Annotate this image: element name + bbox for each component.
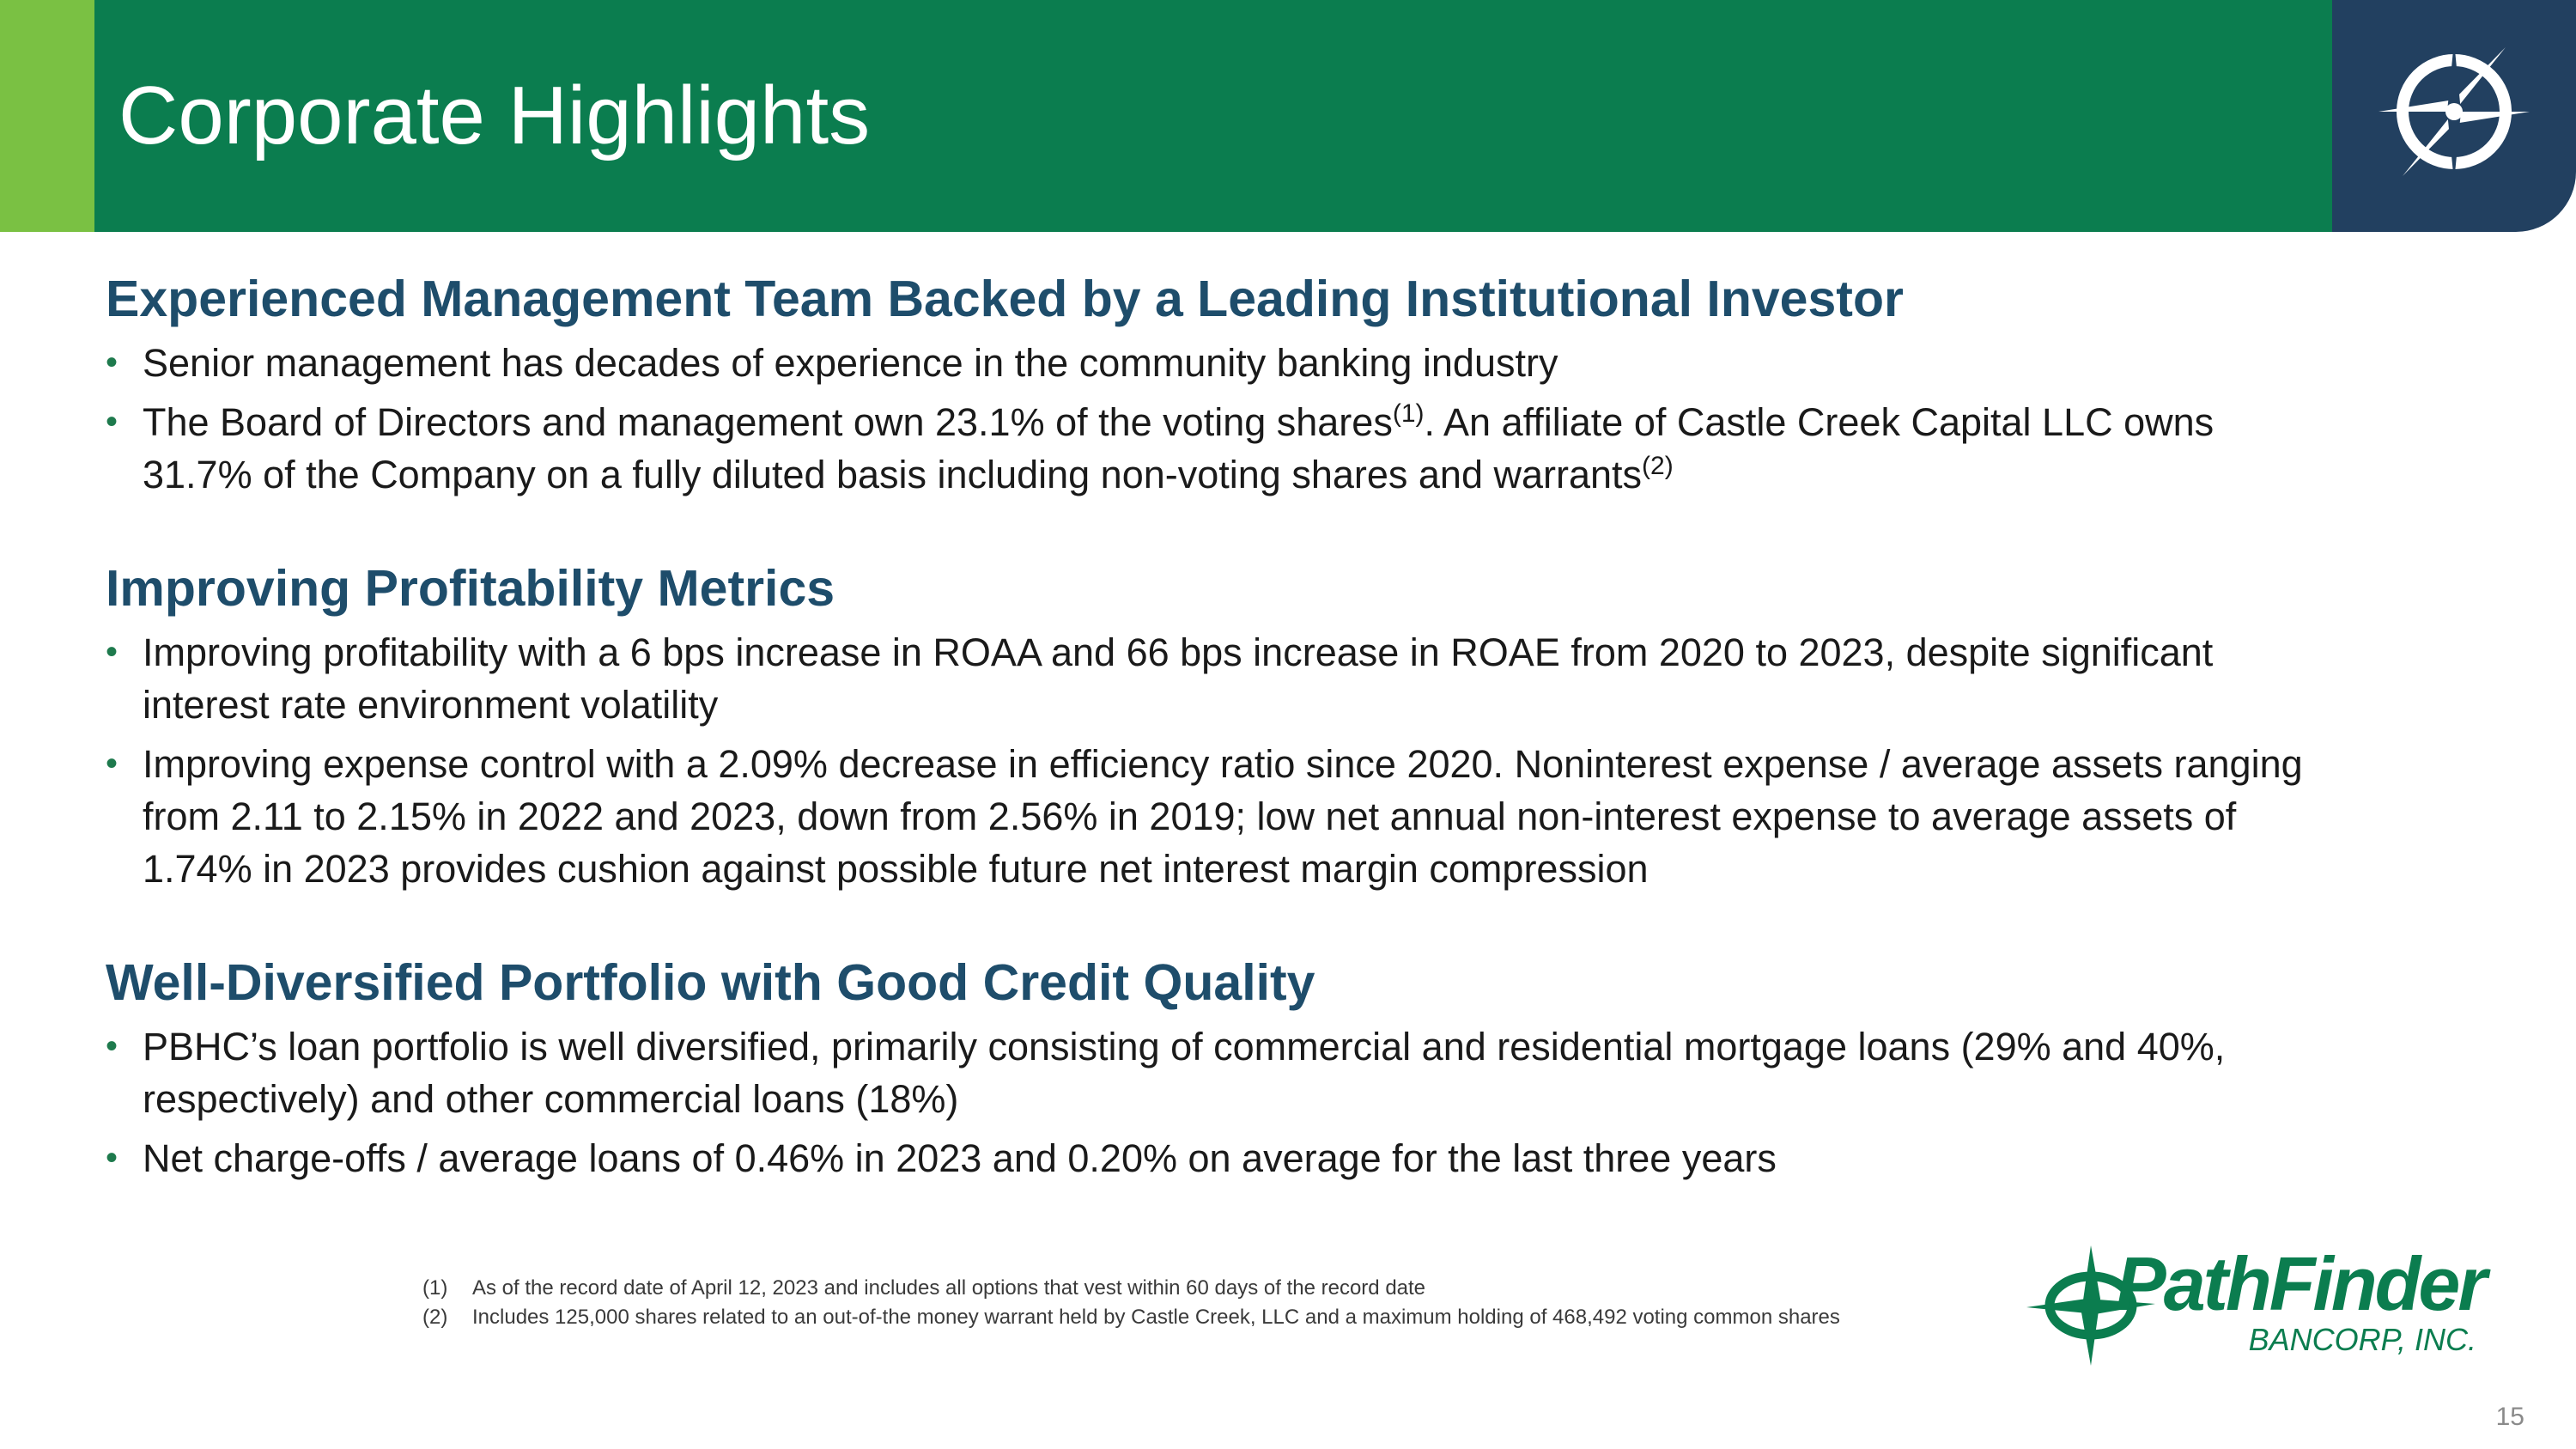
page-number: 15 — [2495, 1403, 2524, 1431]
bullet-text: Senior management has decades of experience in the community banking industry — [143, 341, 1558, 385]
footnotes — [422, 1274, 2097, 1332]
slide-content — [106, 266, 2304, 1239]
footnote-number: (2) — [422, 1306, 448, 1329]
bullet-list — [106, 1020, 2304, 1184]
brand-wordmark: PathFinder — [2116, 1241, 2485, 1326]
section — [106, 950, 2304, 1184]
footnote-text: Includes 125,000 shares related to an out-of-the money warrant held by Castle Creek, LLC and a maximum holding of 468,492 voting common shares — [472, 1306, 1840, 1329]
bullet-text: . An affiliate of Castle Creek Capital LLC owns 31.7% of the Company on a fully diluted basis including non-voting shares and warrants — [143, 400, 2215, 496]
bullet-text: Improving profitability with a 6 bps increase in ROAA and 66 bps increase in ROAE from 2020 to 2023, despite significant interest rate environment volatility — [143, 630, 2214, 727]
bullet-text: PBHC’s loan portfolio is well diversified, primarily consisting of commercial and residential mortgage loans (29% and 40%, respectively) and other commercial loans (18%) — [143, 1025, 2226, 1121]
bullet-item — [106, 1132, 2304, 1184]
header-accent-bar — [0, 0, 94, 232]
bullet-list — [106, 337, 2304, 501]
bullet-dot-icon: • — [106, 633, 118, 671]
bullet-item — [106, 738, 2304, 895]
bullet-list — [106, 626, 2304, 895]
page-title: Corporate Highlights — [118, 70, 871, 161]
header-logo-box — [2332, 0, 2576, 232]
footnote-text: As of the record date of April 12, 2023 and includes all options that vest within 60 days of the record date — [472, 1276, 1426, 1300]
bullet-item — [106, 626, 2304, 731]
bullet-item — [106, 396, 2304, 501]
bullet-dot-icon: • — [106, 403, 118, 441]
footnote-ref: (1) — [1392, 399, 1425, 428]
footnote-number: (1) — [422, 1276, 448, 1300]
bullet-item — [106, 1020, 2304, 1125]
brand-subtitle: BANCORP, INC. — [2248, 1322, 2476, 1357]
footnote — [422, 1274, 2097, 1303]
compass-star-icon — [2368, 26, 2540, 198]
bullet-text: The Board of Directors and management own 23.1% of the voting shares — [143, 400, 1393, 444]
section-heading: Improving Profitability Metrics — [106, 560, 835, 617]
section — [106, 556, 2304, 895]
brand-logo — [2026, 1241, 2490, 1370]
section-heading: Experienced Management Team Backed by a Leading Institutional Investor — [106, 271, 1904, 327]
bullet-dot-icon: • — [106, 344, 118, 381]
footnote — [422, 1303, 2097, 1332]
bullet-text: Net charge-offs / average loans of 0.46% in 2023 and 0.20% on average for the last three years — [143, 1136, 1777, 1180]
slide-header — [0, 0, 2576, 232]
bullet-dot-icon: • — [106, 1027, 118, 1065]
bullet-dot-icon: • — [106, 1139, 118, 1177]
bullet-dot-icon: • — [106, 745, 118, 782]
bullet-text: Improving expense control with a 2.09% decrease in efficiency ratio since 2020. Noninterest expense / average assets ranging from 2.11 to 2.15% in 2022 and 2023, down from 2.56% in 2019; low net annual non-interest expense to average assets of 1.74% in 2023 provides cushion against possible future net interest margin compression — [143, 742, 2303, 891]
section — [106, 266, 2304, 501]
footnote-ref: (2) — [1642, 452, 1674, 480]
section-heading: Well-Diversified Portfolio with Good Credit Quality — [106, 954, 1315, 1011]
bullet-item — [106, 337, 2304, 389]
